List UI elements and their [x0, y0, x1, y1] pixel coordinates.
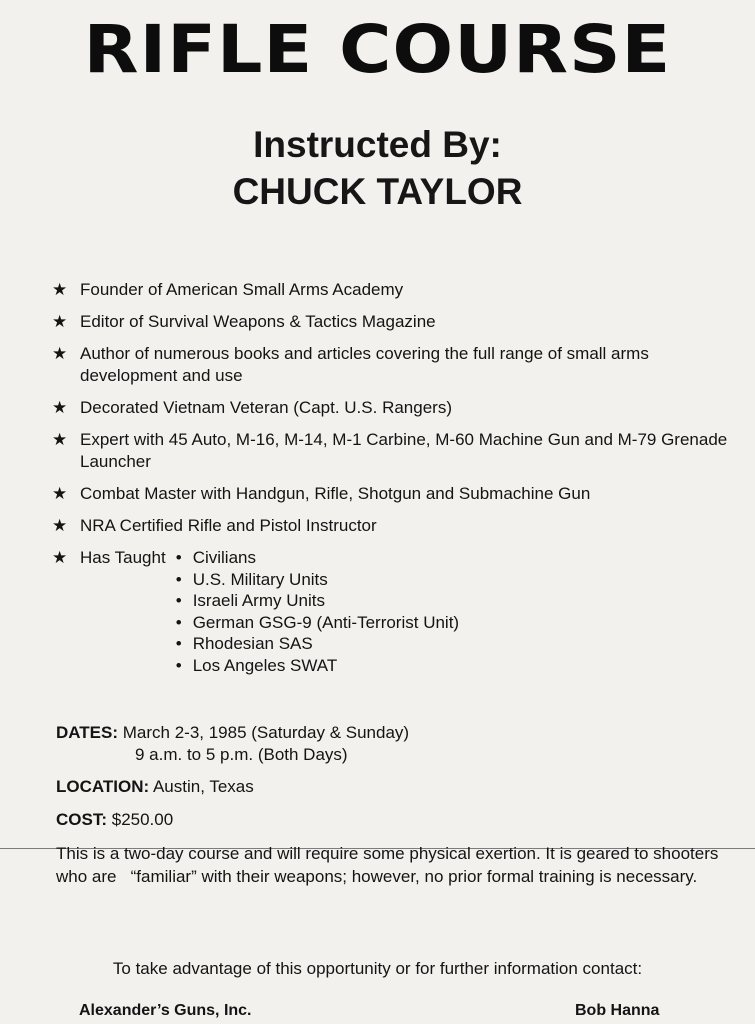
- location-label: LOCATION:: [56, 777, 150, 796]
- cost-line: [56, 809, 173, 831]
- credential-item: [52, 429, 732, 473]
- cost-value: $250.00: [111, 810, 174, 829]
- taught-group-item: [174, 655, 459, 677]
- cost-label: COST:: [56, 810, 107, 829]
- bullet-dot-icon: •: [175, 569, 182, 589]
- credential-item: [52, 483, 732, 505]
- credential-text: NRA Certified Rifle and Pistol Instructor: [80, 516, 377, 535]
- credential-text: Author of numerous books and articles covering the full range of small arms development and use: [80, 344, 649, 385]
- taught-group-text: Israeli Army Units: [192, 591, 325, 610]
- credential-text: Expert with 45 Auto, M-16, M-14, M-1 Carbine, M-60 Machine Gun and M-79 Grenade Launcher: [80, 430, 728, 471]
- star-icon: ★: [52, 548, 68, 567]
- contact-person: Bob Hanna: [575, 1002, 660, 1019]
- star-icon: ★: [52, 398, 68, 417]
- has-taught-label: Has Taught: [80, 548, 166, 567]
- credential-item: [52, 343, 732, 387]
- instructed-by-heading: Instructed By:: [253, 124, 502, 165]
- bullet-dot-icon: •: [175, 655, 182, 675]
- star-icon: ★: [52, 280, 68, 299]
- credential-text: Founder of American Small Arms Academy: [80, 280, 404, 299]
- credential-item: [52, 515, 732, 537]
- taught-group-text: German GSG-9 (Anti-Terrorist Unit): [192, 612, 460, 632]
- taught-group-text: Civilians: [192, 548, 256, 567]
- location-value: Austin, Texas: [152, 777, 254, 796]
- taught-group-text: Rhodesian SAS: [192, 634, 313, 653]
- bullet-dot-icon: •: [175, 591, 182, 610]
- taught-group-item: [174, 612, 459, 634]
- star-icon: ★: [52, 516, 68, 535]
- star-icon: ★: [52, 344, 68, 363]
- taught-group-item: [174, 590, 459, 612]
- dates-line: [56, 722, 409, 744]
- bullet-dot-icon: •: [175, 612, 182, 632]
- contact-organization: Alexander’s Guns, Inc.: [79, 1002, 252, 1019]
- instructor-name: CHUCK TAYLOR: [232, 171, 523, 212]
- star-icon: ★: [52, 484, 68, 503]
- course-title: RIFLE COURSE: [83, 11, 672, 88]
- star-icon: ★: [52, 312, 68, 331]
- credential-text: Combat Master with Handgun, Rifle, Shotgun and Submachine Gun: [80, 484, 591, 503]
- credential-item: [52, 397, 732, 419]
- location-line: [56, 776, 254, 798]
- taught-group-item: [174, 569, 459, 591]
- taught-group-item: [174, 547, 459, 569]
- star-icon: ★: [52, 430, 68, 449]
- credential-text: Decorated Vietnam Veteran (Capt. U.S. Rangers): [80, 398, 452, 417]
- credential-text: Editor of Survival Weapons & Tactics Magazine: [80, 312, 436, 331]
- taught-group-text: U.S. Military Units: [192, 569, 328, 589]
- bullet-dot-icon: •: [175, 634, 182, 653]
- taught-group-text: Los Angeles SWAT: [192, 655, 338, 675]
- credential-item: [52, 311, 732, 333]
- dates-value: March 2-3, 1985 (Saturday & Sunday): [122, 723, 410, 742]
- credential-item: [52, 279, 732, 301]
- credentials-list: [52, 279, 732, 676]
- taught-group-item: [174, 633, 459, 655]
- has-taught-item: [52, 547, 732, 676]
- taught-groups-list: [174, 547, 459, 676]
- times-value: 9 a.m. to 5 p.m. (Both Days): [135, 745, 348, 764]
- course-description: This is a two-day course and will require some physical exertion. It is geared to shooters who are “familiar” with their weapons; however, no prior formal training is necessary.: [56, 844, 719, 886]
- dates-label: DATES:: [56, 723, 119, 742]
- contact-intro: To take advantage of this opportunity or for further information contact:: [112, 959, 643, 978]
- bullet-dot-icon: •: [175, 548, 182, 567]
